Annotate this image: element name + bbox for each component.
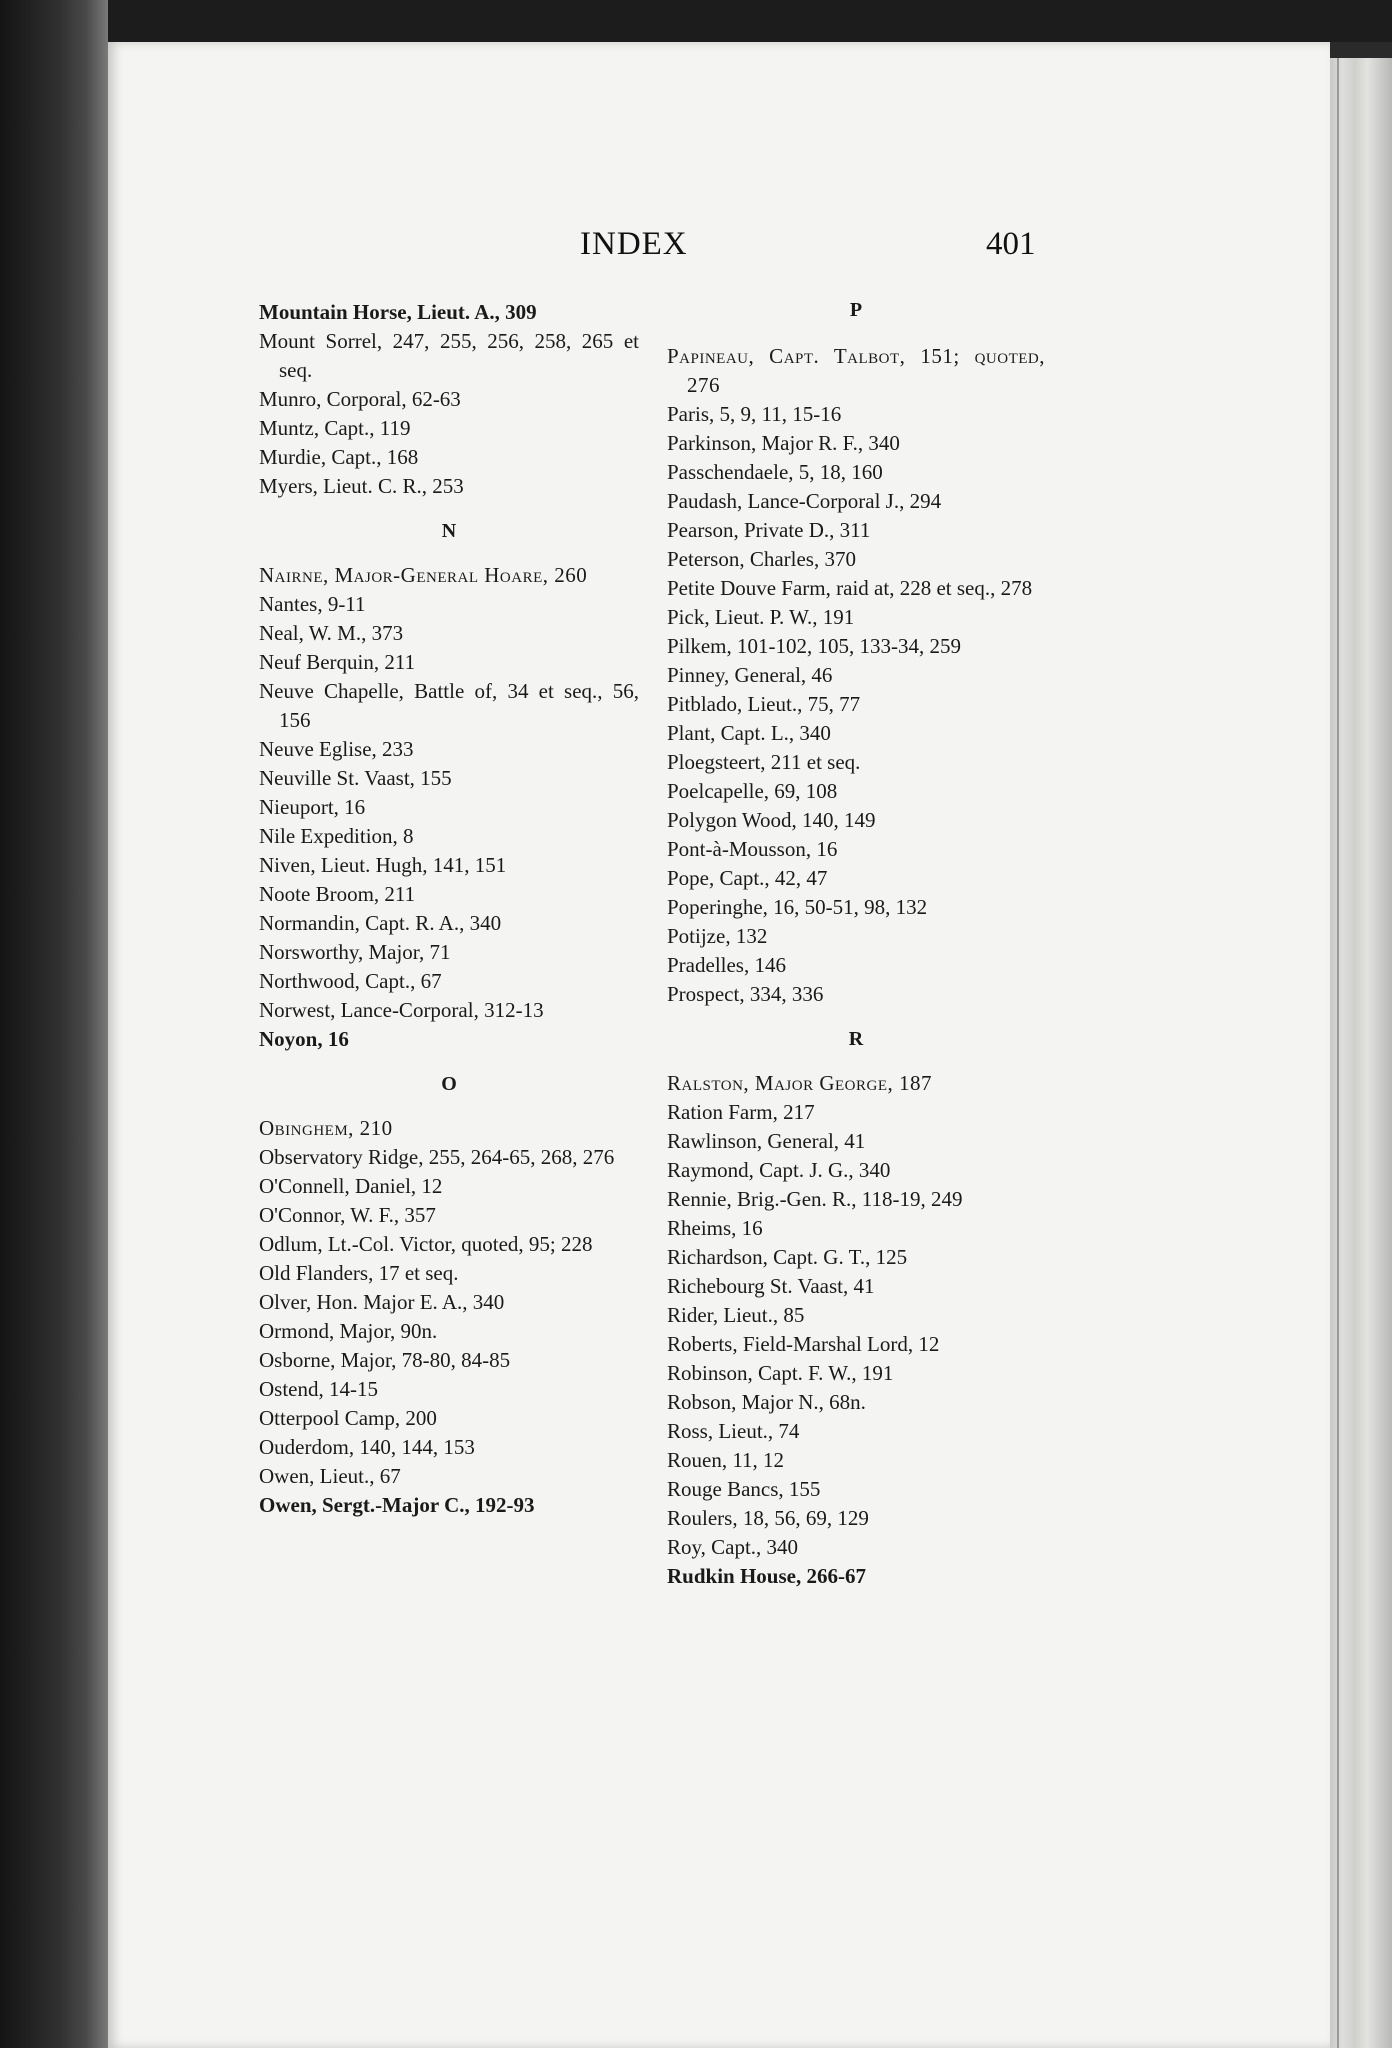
index-entry: Neal, W. M., 373 — [259, 621, 404, 645]
index-entry: Ostend, 14-15 — [259, 1377, 378, 1401]
index-entry: Roy, Capt., 340 — [667, 1535, 799, 1559]
index-entry: Rider, Lieut., 85 — [667, 1303, 805, 1327]
index-entry: Robinson, Capt. F. W., 191 — [667, 1361, 894, 1385]
index-entry: Noote Broom, 211 — [259, 882, 416, 906]
index-entry: Passchendaele, 5, 18, 160 — [667, 460, 883, 484]
section-letter: P — [849, 299, 863, 321]
index-entry: Pinney, General, 46 — [667, 663, 833, 687]
index-column-left — [259, 298, 639, 1520]
index-entry: Obinghem, 210 — [259, 1116, 393, 1140]
index-entry: Rawlinson, General, 41 — [667, 1129, 866, 1153]
index-entry: Richardson, Capt. G. T., 125 — [667, 1245, 908, 1269]
index-entry: Parkinson, Major R. F., 340 — [667, 431, 900, 455]
index-entry: Muntz, Capt., 119 — [259, 416, 411, 440]
index-entry: Potijze, 132 — [667, 924, 768, 948]
index-entry: Niven, Lieut. Hugh, 141, 151 — [259, 853, 507, 877]
index-entry: Peterson, Charles, 370 — [667, 547, 856, 571]
section-letter: N — [441, 520, 457, 542]
index-entry: Pradelles, 146 — [667, 953, 786, 977]
index-entry: Richebourg St. Vaast, 41 — [667, 1274, 875, 1298]
index-entry: Owen, Sergt.-Major C., 192-93 — [259, 1493, 535, 1517]
index-entry: Norwest, Lance-Corporal, 312-13 — [259, 998, 544, 1022]
index-entry: Rudkin House, 266-67 — [667, 1564, 866, 1588]
index-entry: Nieuport, 16 — [259, 795, 366, 819]
index-entry: Mount Sorrel, 247, 255, 256, 258, 265 et seq. — [259, 329, 639, 382]
running-head: INDEX — [580, 226, 688, 262]
index-entry: Odlum, Lt.-Col. Victor, quoted, 95; 228 — [259, 1232, 593, 1256]
index-entry: Otterpool Camp, 200 — [259, 1406, 437, 1430]
index-entry: Pope, Capt., 42, 47 — [667, 866, 828, 890]
index-entry: Petite Douve Farm, raid at, 228 et seq., 278 — [667, 576, 1033, 600]
index-entry: Neuve Eglise, 233 — [259, 737, 414, 761]
index-entry: Papineau, Capt. Talbot, 151; quoted, 276 — [667, 344, 1045, 397]
page-edge-line — [1337, 58, 1339, 2048]
index-entry: Roberts, Field-Marshal Lord, 12 — [667, 1332, 940, 1356]
index-entry: Ration Farm, 217 — [667, 1100, 815, 1124]
index-entry: Pick, Lieut. P. W., 191 — [667, 605, 855, 629]
index-entry: Ralston, Major George, 187 — [667, 1071, 932, 1095]
index-entry: Robson, Major N., 68n. — [667, 1390, 866, 1414]
section-letter: O — [441, 1073, 457, 1095]
index-entry: Normandin, Capt. R. A., 340 — [259, 911, 502, 935]
index-entry: Myers, Lieut. C. R., 253 — [259, 474, 464, 498]
index-entry: Observatory Ridge, 255, 264-65, 268, 276 — [259, 1145, 615, 1169]
index-entry: Mountain Horse, Lieut. A., 309 — [259, 300, 537, 324]
page-number: 401 — [986, 226, 1036, 262]
index-entry: Pont-à-Mousson, 16 — [667, 837, 838, 861]
index-entry: Nairne, Major-General Hoare, 260 — [259, 563, 588, 587]
index-entry: Nantes, 9-11 — [259, 592, 366, 616]
index-entry: Neuville St. Vaast, 155 — [259, 766, 452, 790]
index-entry: Norsworthy, Major, 71 — [259, 940, 451, 964]
index-entry: Old Flanders, 17 et seq. — [259, 1261, 459, 1285]
index-entry: Ormond, Major, 90n. — [259, 1319, 438, 1343]
section-letter: R — [848, 1028, 864, 1050]
index-entry: Noyon, 16 — [259, 1027, 349, 1051]
index-entry: Munro, Corporal, 62-63 — [259, 387, 461, 411]
index-entry: Northwood, Capt., 67 — [259, 969, 442, 993]
index-entry: Rheims, 16 — [667, 1216, 763, 1240]
index-entry: Ouderdom, 140, 144, 153 — [259, 1435, 475, 1459]
index-column-right — [667, 298, 1045, 1591]
index-entry: Neuf Berquin, 211 — [259, 650, 416, 674]
page-edges — [1330, 58, 1392, 2048]
index-entry: Plant, Capt. L., 340 — [667, 721, 831, 745]
index-entry: Olver, Hon. Major E. A., 340 — [259, 1290, 505, 1314]
index-entry: Paris, 5, 9, 11, 15-16 — [667, 402, 842, 426]
index-entry: Ploegsteert, 211 et seq. — [667, 750, 861, 774]
index-entry: Rennie, Brig.-Gen. R., 118-19, 249 — [667, 1187, 963, 1211]
scan-background — [0, 0, 1392, 42]
book-spine — [0, 0, 108, 2048]
index-entry: Poperinghe, 16, 50-51, 98, 132 — [667, 895, 928, 919]
index-entry: Raymond, Capt. J. G., 340 — [667, 1158, 891, 1182]
index-entry: Poelcapelle, 69, 108 — [667, 779, 838, 803]
index-entry: Nile Expedition, 8 — [259, 824, 414, 848]
index-entry: Roulers, 18, 56, 69, 129 — [667, 1506, 869, 1530]
index-entry: Pitblado, Lieut., 75, 77 — [667, 692, 861, 716]
index-entry: Polygon Wood, 140, 149 — [667, 808, 876, 832]
index-entry: Owen, Lieut., 67 — [259, 1464, 401, 1488]
index-entry: Neuve Chapelle, Battle of, 34 et seq., 56, 156 — [259, 679, 639, 732]
index-entry: Paudash, Lance-Corporal J., 294 — [667, 489, 942, 513]
index-entry: Osborne, Major, 78-80, 84-85 — [259, 1348, 511, 1372]
index-entry: Pearson, Private D., 311 — [667, 518, 871, 542]
index-entry: Rouen, 11, 12 — [667, 1448, 785, 1472]
index-entry: Rouge Bancs, 155 — [667, 1477, 821, 1501]
index-entry: Pilkem, 101-102, 105, 133-34, 259 — [667, 634, 961, 658]
index-entry: O'Connor, W. F., 357 — [259, 1203, 436, 1227]
index-entry: Prospect, 334, 336 — [667, 982, 824, 1006]
index-entry: Ross, Lieut., 74 — [667, 1419, 800, 1443]
index-entry: Murdie, Capt., 168 — [259, 445, 419, 469]
index-entry: O'Connell, Daniel, 12 — [259, 1174, 443, 1198]
